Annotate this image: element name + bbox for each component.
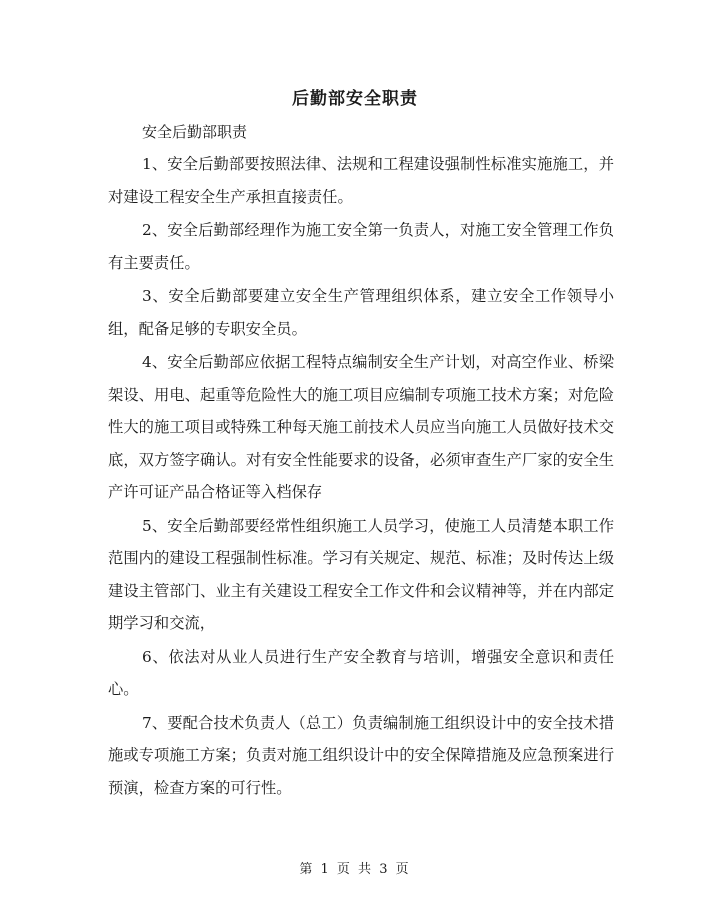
paragraph-2: 2、安全后勤部经理作为施工安全第一负责人，对施工安全管理工作负有主要责任。 [108, 221, 614, 272]
paragraph-6: 6、依法对从业人员进行生产安全教育与培训，增强安全意识和责任心。 [108, 647, 614, 698]
paragraph-3: 3、安全后勤部要建立安全生产管理组织体系，建立安全工作领导小组，配备足够的专职安全员。 [108, 287, 614, 338]
page-number: 第 1 页 共 3 页 [299, 862, 411, 877]
paragraph-5: 5、安全后勤部要经常性组织施工人员学习，使施工人员清楚本职工作范围内的建设工程强制性标准。学习有关规定、规范、标准；及时传达上级建设主管部门、业主有关建设工程安全工作文件和会议精神等，并在内部定期学习和交流， [108, 516, 614, 632]
paragraph-7: 7、要配合技术负责人（总工）负责编制施工组织设计中的安全技术措施或专项施工方案；负责对施工组织设计中的安全保障措施及应急预案进行预演，检查方案的可行性。 [108, 713, 614, 797]
paragraph-1: 1、安全后勤部要按照法律、法规和工程建设强制性标准实施施工，并对建设工程安全生产承担直接责任。 [108, 155, 614, 206]
document-body [108, 116, 614, 804]
document-title: 后勤部安全职责 [292, 89, 418, 109]
paragraph-4: 4、安全后勤部应依据工程特点编制安全生产计划，对高空作业、桥梁架设、用电、起重等危险性大的施工项目应编制专项施工技术方案；对危险性大的施工项目或特殊工种每天施工前技术人员应当向施工人员做好技术交底，双方签字确认。对有安全性能要求的设备，必须审查生产厂家的安全生产许可证产品合格证等入档保存 [108, 353, 614, 501]
section-subtitle: 安全后勤部职责 [142, 123, 248, 141]
